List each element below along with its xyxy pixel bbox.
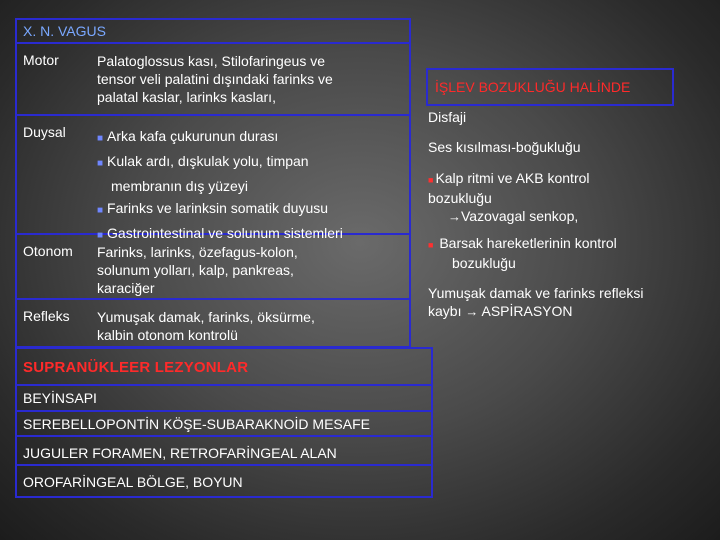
supra-item: SEREBELLOPONTİN KÖŞE-SUBARAKNOİD MESAFE: [23, 416, 370, 432]
disfaji-text: Disfaji: [428, 109, 467, 125]
refleks-block: [428, 284, 718, 321]
refleks-line-2b: ASPİRASYON: [481, 303, 573, 319]
barsak-line-1: Barsak hareketlerinin kontrol: [439, 235, 617, 251]
square-bullet-icon: ■: [97, 158, 104, 169]
content-line: membranın dış yüzeyi: [111, 178, 248, 194]
refleks-line-1: Yumuşak damak ve farinks refleksi: [428, 285, 644, 301]
square-bullet-icon: ■: [97, 205, 104, 216]
refleks-line-2a: kaybı: [428, 303, 462, 319]
right-arrow-icon: →: [465, 304, 479, 319]
square-bullet-icon: ■: [428, 175, 434, 185]
supra-item: OROFARİNGEAL BÖLGE, BOYUN: [23, 474, 243, 490]
table-row-motor: [17, 44, 409, 116]
row-content: [97, 300, 409, 348]
slide-title: X. N. VAGUS: [15, 18, 411, 44]
content-line: Yumuşak damak, farinks, öksürme,: [97, 309, 315, 325]
right-arrow-icon: →: [448, 209, 461, 224]
row-content: [97, 235, 409, 301]
dysfunction-header: İŞLEV BOZUKLUĞU HALİNDE: [426, 68, 674, 106]
content-line: kalbin otonom kontrolü: [97, 327, 238, 343]
content-line: Gastrointestinal ve solunum sistemleri: [107, 225, 343, 241]
row-label: Motor: [23, 52, 59, 68]
content-line: palatal kaslar, larinks kasları,: [97, 89, 276, 105]
divider: [17, 410, 431, 412]
divider: [17, 435, 431, 437]
divider: [17, 464, 431, 466]
square-bullet-icon: ■: [97, 230, 104, 241]
row-content: [97, 116, 409, 251]
content-line: Palatoglossus kası, Stilofaringeus ve: [97, 53, 326, 69]
content-line: Kulak ardı, dışkulak yolu, timpan: [107, 153, 309, 169]
barsak-line-2: bozukluğu: [452, 255, 516, 271]
table-row-otonom: [17, 235, 409, 300]
content-line: Farinks, larinks, özefagus-kolon,: [97, 244, 298, 260]
kalp-line-1: Kalp ritmi ve AKB kontrol: [435, 170, 590, 186]
kalp-block: [428, 169, 718, 226]
row-label: Otonom: [23, 243, 73, 259]
function-table: [15, 44, 411, 348]
supranuclear-lesions-box: [15, 347, 433, 498]
supra-item: BEYİNSAPI: [23, 390, 97, 406]
row-content: [97, 44, 409, 110]
divider: [17, 384, 431, 386]
ses-text: Ses kısılması-boğukluğu: [428, 139, 581, 155]
square-bullet-icon: ■: [97, 133, 104, 144]
square-bullet-icon: ■: [428, 240, 434, 250]
content-line: solunum yolları, kalp, pankreas,: [97, 262, 294, 278]
content-line: karaciğer: [97, 280, 155, 296]
content-line: Arka kafa çukurunun durası: [107, 128, 279, 144]
supra-item: JUGULER FORAMEN, RETROFARİNGEAL ALAN: [23, 445, 337, 461]
table-row-refleks: [17, 300, 409, 348]
content-line: Farinks ve larinksin somatik duyusu: [107, 200, 329, 216]
kalp-line-2: bozukluğu: [428, 190, 492, 206]
table-row-duysal: [17, 116, 409, 241]
supra-title: SUPRANÜKLEER LEZYONLAR: [23, 359, 249, 376]
barsak-block: [428, 234, 718, 272]
row-label: Refleks: [23, 308, 70, 324]
vazo-line: Vazovagal senkop,: [461, 208, 579, 224]
content-line: tensor veli palatini dışındaki farinks ve: [97, 71, 333, 87]
row-label: Duysal: [23, 124, 66, 140]
